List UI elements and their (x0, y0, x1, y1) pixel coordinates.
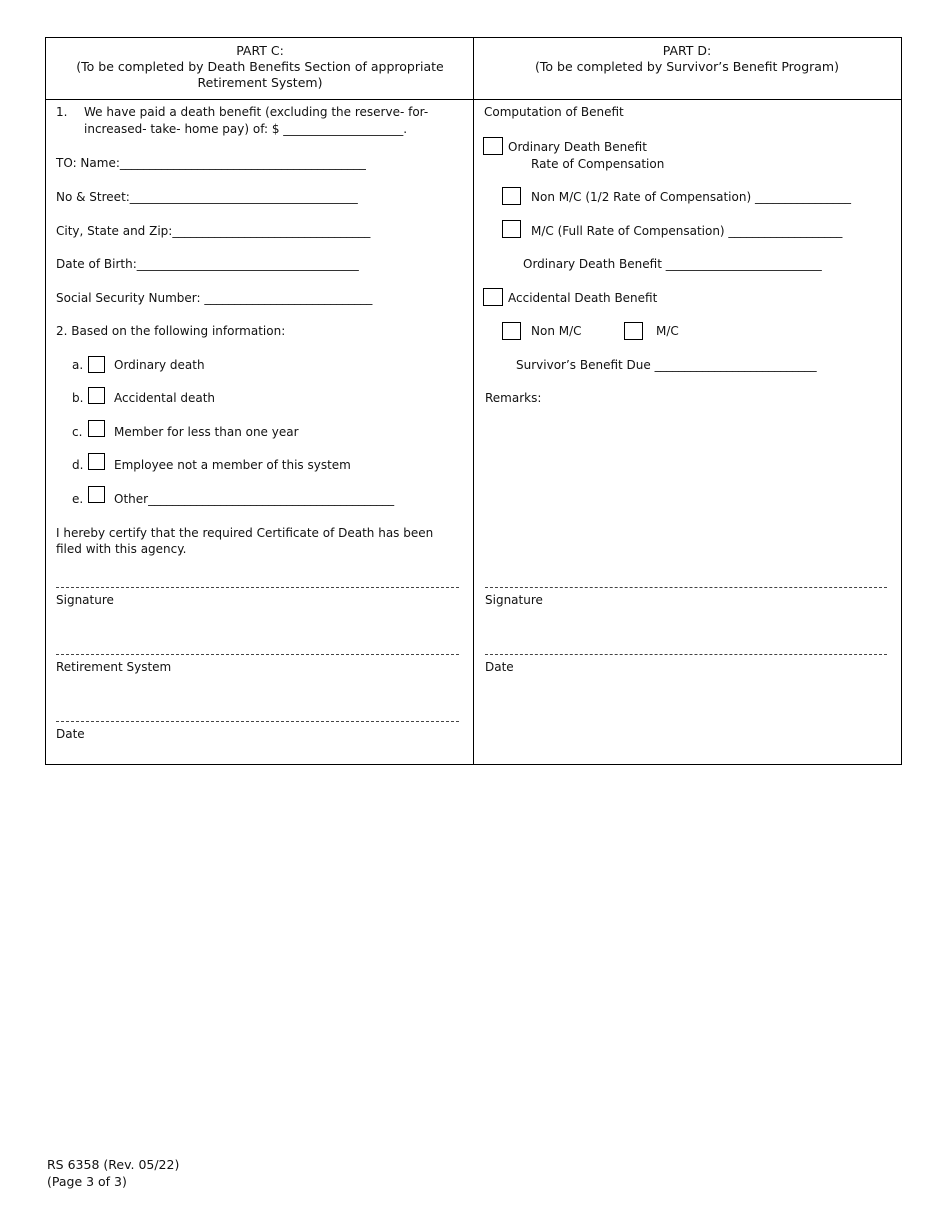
accidental-non-mc-checkbox[interactable] (502, 322, 521, 340)
item1-number: 1. (56, 105, 68, 119)
page-number: (Page 3 of 3) (47, 1174, 127, 1189)
part-c-signature-line[interactable] (56, 587, 459, 588)
survivor-benefit-due-field[interactable]: Survivor’s Benefit Due ___________________________ (516, 358, 817, 372)
retirement-system-label: Retirement System (56, 660, 172, 674)
rate-of-compensation-label: Rate of Compensation (531, 157, 665, 171)
date-of-birth-field[interactable]: Date of Birth:_____________________________________ (56, 257, 359, 271)
not-a-member-label: Employee not a member of this system (114, 458, 351, 472)
ordinary-death-benefit-label: Ordinary Death Benefit (508, 140, 647, 154)
option-e-letter: e. (72, 492, 84, 506)
part-d-signature-line[interactable] (485, 587, 887, 588)
accidental-mc-checkbox[interactable] (624, 322, 643, 340)
item2-label: 2. Based on the following information: (56, 324, 286, 338)
non-mc-half-rate-field[interactable]: Non M/C (1/2 Rate of Compensation) ________________ (531, 190, 851, 204)
column-divider (473, 38, 474, 764)
form-table (45, 37, 902, 765)
certify-text-line1: I hereby certify that the required Certificate of Death has been (56, 526, 434, 540)
option-c-letter: c. (72, 425, 83, 439)
option-b-letter: b. (72, 391, 84, 405)
part-c-header (56, 43, 464, 91)
part-d-signature-label: Signature (485, 593, 543, 607)
part-d-header (483, 43, 891, 75)
part-c-subtitle-2: Retirement System) (197, 75, 323, 90)
part-c-signature-label: Signature (56, 593, 114, 607)
accidental-non-mc-label: Non M/C (531, 324, 582, 338)
street-field[interactable]: No & Street:______________________________________ (56, 190, 358, 204)
accidental-mc-label: M/C (656, 324, 679, 338)
part-d-date-label: Date (485, 660, 514, 674)
ordinary-death-benefit-checkbox[interactable] (483, 137, 503, 155)
other-checkbox[interactable] (88, 486, 105, 503)
ordinary-death-benefit-amount-field[interactable]: Ordinary Death Benefit __________________________ (523, 257, 822, 271)
ordinary-death-label: Ordinary death (114, 358, 205, 372)
accidental-death-checkbox[interactable] (88, 387, 105, 404)
accidental-death-label: Accidental death (114, 391, 216, 405)
member-less-than-year-checkbox[interactable] (88, 420, 105, 437)
part-d-subtitle: (To be completed by Survivor’s Benefit Program) (535, 59, 839, 74)
option-a-letter: a. (72, 358, 84, 372)
part-c-subtitle-1: (To be completed by Death Benefits Section of appropriate (76, 59, 444, 74)
mc-full-rate-field[interactable]: M/C (Full Rate of Compensation) ___________________ (531, 224, 843, 238)
part-c-date-line[interactable] (56, 721, 459, 722)
city-state-zip-field[interactable]: City, State and Zip:_________________________________ (56, 224, 371, 238)
ssn-field[interactable]: Social Security Number: ____________________________ (56, 291, 373, 305)
non-mc-half-rate-checkbox[interactable] (502, 187, 521, 205)
option-d-letter: d. (72, 458, 84, 472)
mc-full-rate-checkbox[interactable] (502, 220, 521, 238)
computation-label: Computation of Benefit (484, 105, 624, 119)
retirement-system-line[interactable] (56, 654, 459, 655)
ordinary-death-checkbox[interactable] (88, 356, 105, 373)
death-benefit-amount-field[interactable]: increased- take- home pay) of: $ ____________________. (84, 122, 408, 136)
death-benefit-paid-line1: We have paid a death benefit (excluding the reserve- for- (84, 105, 429, 119)
part-c-title: PART C: (236, 43, 284, 58)
certify-text-line2: filed with this agency. (56, 542, 187, 556)
part-d-title: PART D: (662, 43, 712, 58)
header-divider (46, 99, 901, 100)
part-d-date-line[interactable] (485, 654, 887, 655)
form-number: RS 6358 (Rev. 05/22) (47, 1157, 180, 1172)
name-field[interactable]: TO: Name:_________________________________________ (56, 156, 366, 170)
remarks-label: Remarks: (485, 391, 542, 405)
part-c-date-label: Date (56, 727, 85, 741)
accidental-death-benefit-label: Accidental Death Benefit (508, 291, 658, 305)
member-less-than-year-label: Member for less than one year (114, 425, 299, 439)
not-a-member-checkbox[interactable] (88, 453, 105, 470)
other-field[interactable]: Other_________________________________________ (114, 492, 395, 506)
accidental-death-benefit-checkbox[interactable] (483, 288, 503, 306)
